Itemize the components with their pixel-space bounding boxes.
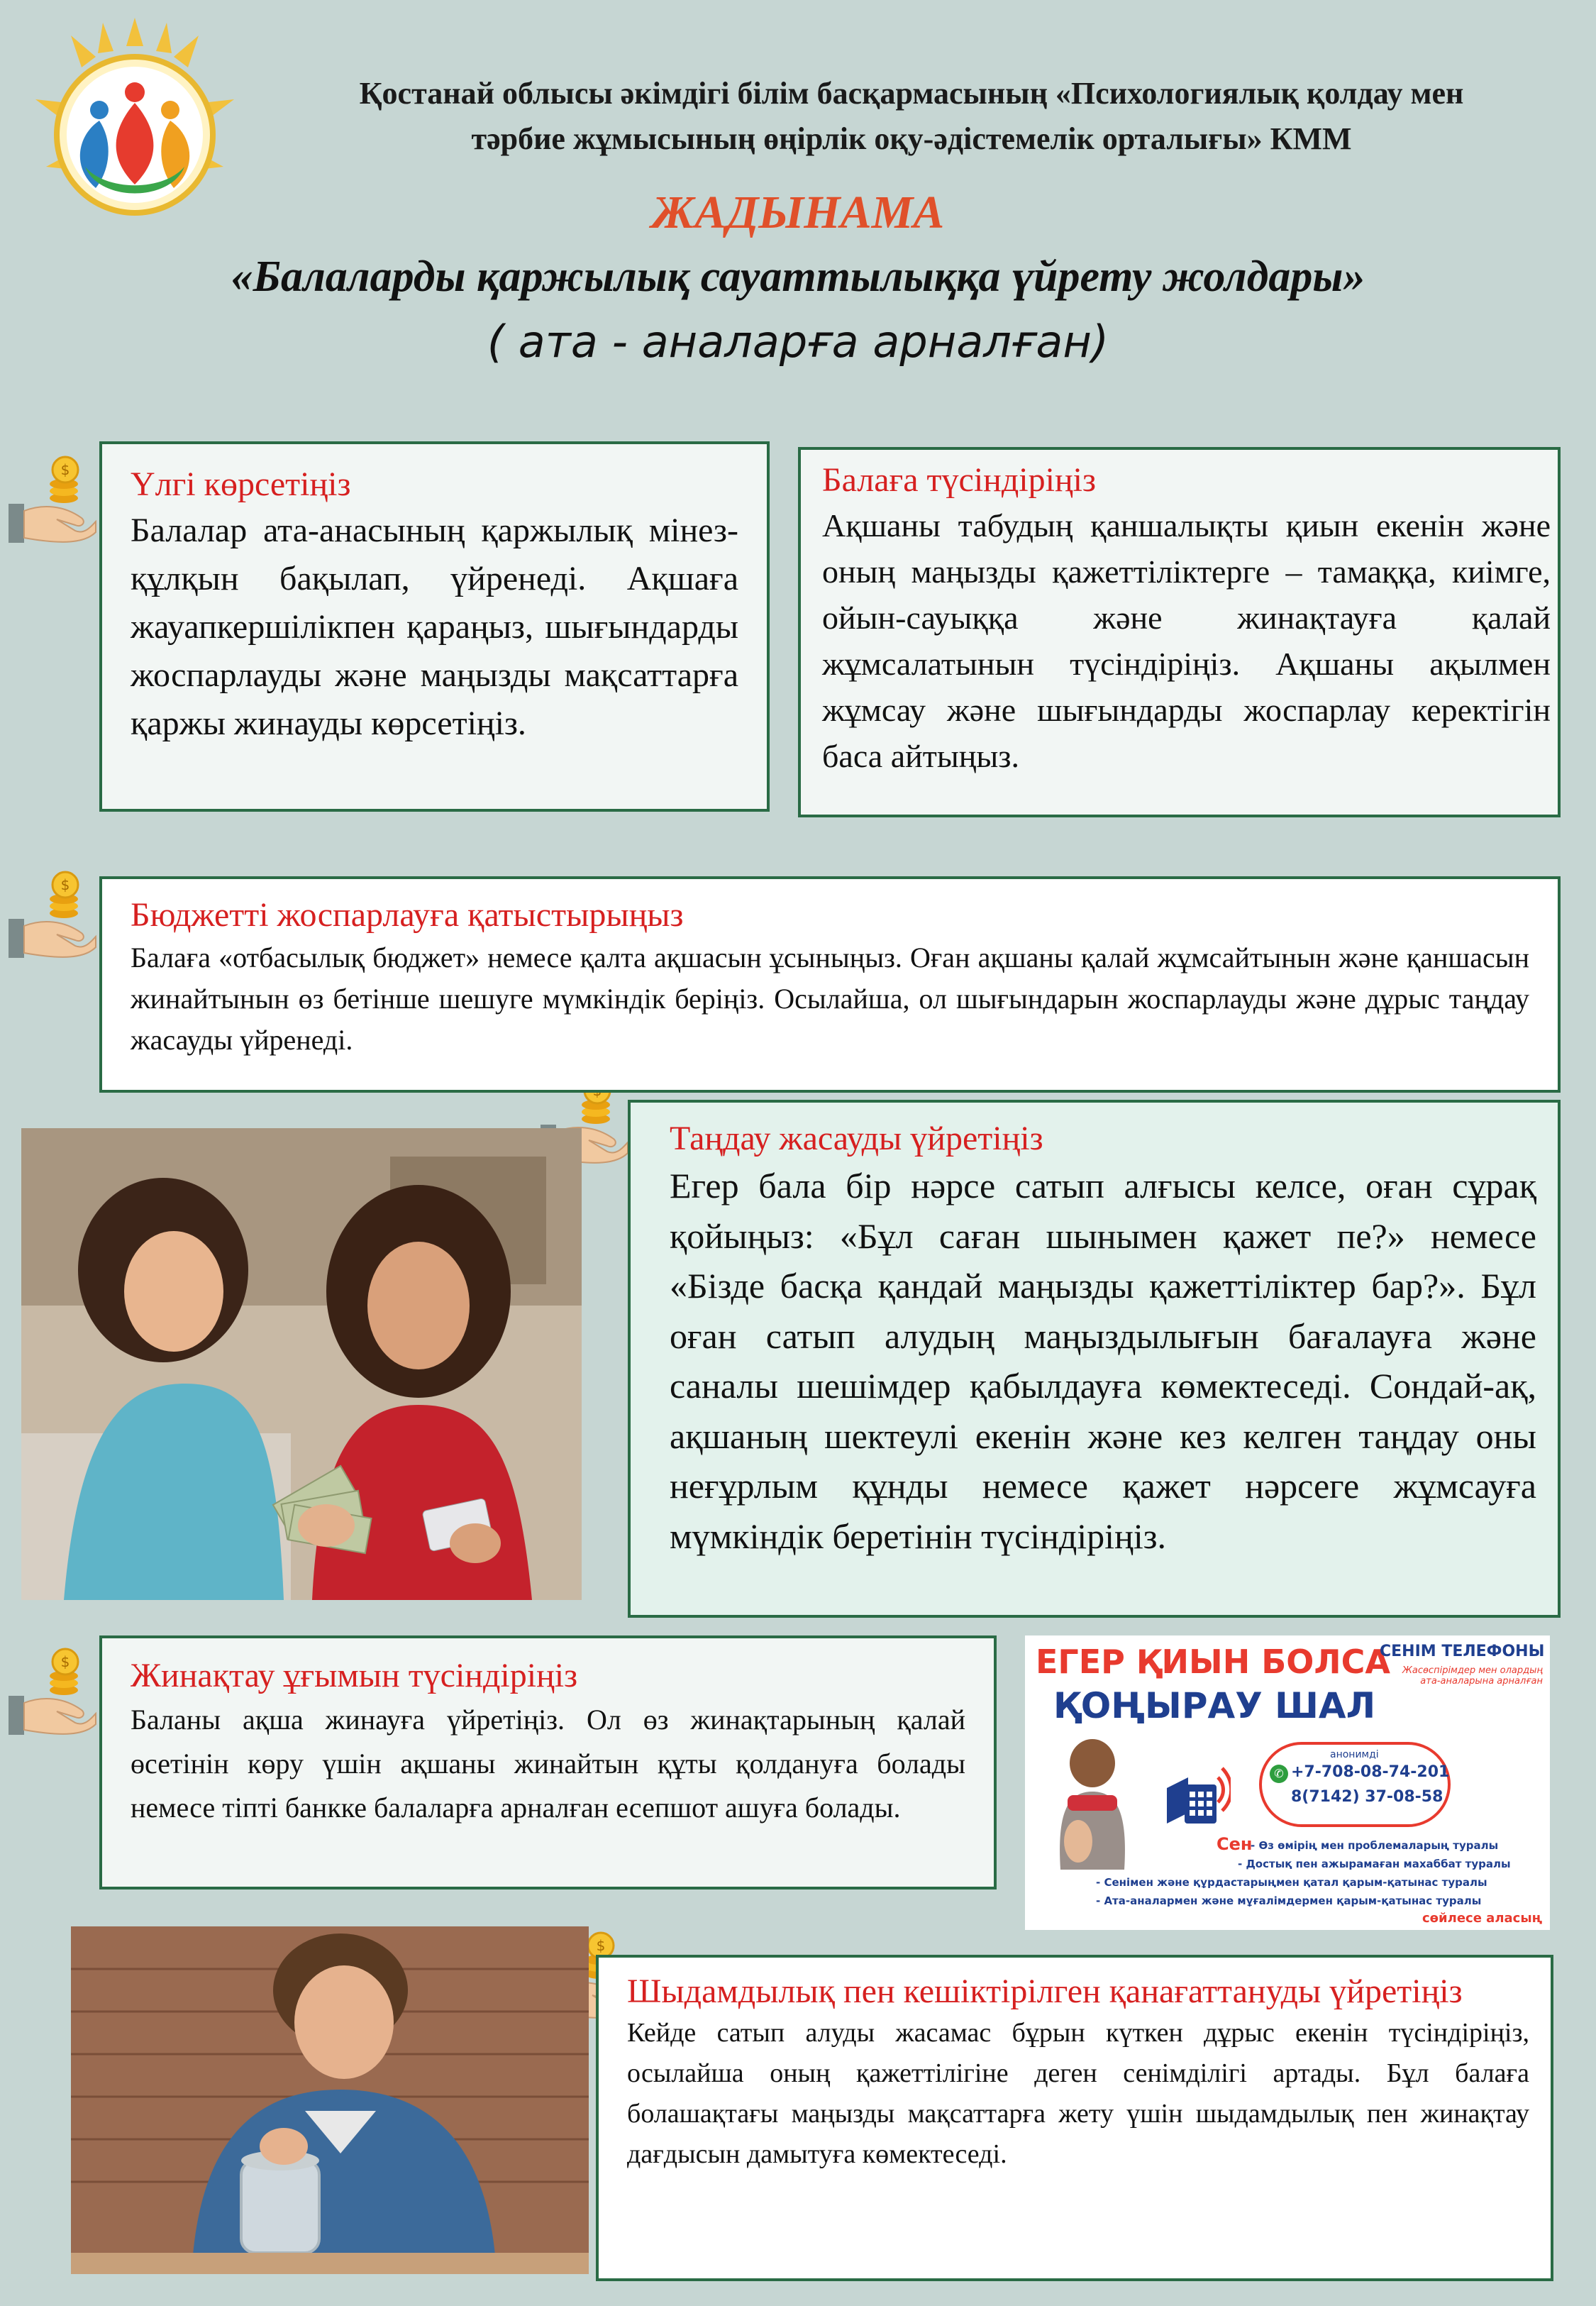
section-heading: Бюджетті жоспарлауға қатыстырыңыз — [131, 896, 684, 934]
coin-hand-icon — [7, 1646, 99, 1738]
svg-text:$: $ — [596, 1937, 606, 1954]
hotline-headline-1: ЕГЕР ҚИЫН БОЛСА — [1036, 1643, 1390, 1681]
hotline-service-sub: Жасөспірімдер мен олардың ата-аналарына арналған — [1402, 1665, 1543, 1687]
hotline-poster — [1025, 1635, 1550, 1930]
girls-with-money-photo — [21, 1128, 582, 1600]
hotline-lead: Сен — [1217, 1834, 1253, 1854]
section-heading: Жинақтау ұғымын түсіндіріңіз — [131, 1657, 578, 1694]
whatsapp-icon: ✆ — [1270, 1765, 1288, 1783]
organization-name — [262, 71, 1561, 162]
section-model — [99, 441, 770, 812]
hotline-closing: сөйлесе аласың — [1422, 1911, 1543, 1926]
hotline-topic: - Достық пен ажырамаған махаббат туралы — [1238, 1858, 1511, 1870]
child-photo — [1039, 1735, 1146, 1870]
anonymous-label: анонимді — [1330, 1749, 1379, 1760]
coin-hand-icon — [7, 869, 99, 961]
section-patience — [596, 1955, 1553, 2281]
page-title: ЖАДЫНАМА — [651, 187, 945, 238]
section-text: Егер бала бір нәрсе сатып алғысы келсе, оған сұрақ қойыңыз: «Бұл саған шынымен қажет пе?» немесе «Бізде басқа қандай маңызды қажеттіліктер бар?». Бұл оған сатып алудың маңыздылығын бағалауға және саналы шешімдер қабылдауға көмектеседі. Сондай-ақ, ақшаның шектеулі екенін және кез келген таңдау оны неғұрлым құнды немесе қажет нәрсеге жұмсауға мүмкіндік беретінін түсіндіріңіз. — [670, 1166, 1536, 1556]
svg-text:$: $ — [60, 1653, 70, 1670]
section-text: Ақшаны табудың қаншалықты қиын екенін және оның маңызды қажеттіліктерге – тамаққа, киімге, ойын-сауыққа және жинақтауға қалай жұмсалатынын түсіндіріңіз. Ақшаны ақылмен жұмсау және шығындарды жоспарлау керектігін баса айтыңыз. — [822, 507, 1551, 774]
section-text: Баланы ақша жинауға үйретіңіз. Ол өз жинақтарының қалай өсетінін көру үшін ақшаны жинайтын құты қолдануға болады немесе тіпті банкке балаларға арналған есепшот ашуға болады. — [131, 1704, 965, 1824]
section-heading: Үлгі көрсетіңіз — [131, 465, 351, 503]
hotline-topic: - Сенімен және құрдастарыңмен қатал қарым-қатынас туралы — [1096, 1876, 1487, 1889]
svg-text:$: $ — [60, 876, 70, 893]
coin-hand-icon — [7, 454, 99, 546]
section-savings — [99, 1635, 997, 1890]
svg-text:$: $ — [60, 461, 70, 478]
section-heading: Таңдау жасауды үйретіңіз — [670, 1120, 1043, 1157]
section-budget — [99, 876, 1561, 1093]
section-text: Балаға «отбасылық бюджет» немесе қалта ақшасын ұсыныңыз. Оған ақшаны қалай жұмсайтынын және қаншасын жинайтынын өз бетінше шешуге мүмкіндік беріңіз. Осылайша, ол шығындарын жоспарлауды және дұрыс таңдау жасауды үйренеді. — [131, 942, 1529, 1056]
hotline-headline-2: ҚОҢЫРАУ ШАЛ — [1053, 1685, 1376, 1726]
section-text: Балалар ата-анасының қаржылық мінез-құлқын бақылап, үйренеді. Ақшаға жауапкершілікпен қараңыз, шығындарды жоспарлауды және маңызды мақсаттарға қаржы жинауды көрсетіңіз. — [131, 512, 738, 742]
boy-with-jar-photo — [71, 1926, 589, 2274]
hotline-topic: - Өз өмірің мен проблемаларың туралы — [1251, 1839, 1499, 1852]
page-subtitle: «Балаларды қаржылық сауаттылыққа үйрету жолдары» — [231, 253, 1365, 301]
hotline-topic: - Ата-аналармен және мұғалімдермен қарым-қатынас туралы — [1096, 1894, 1482, 1907]
org-line-2: тәрбие жұмысының өңірлік оқу-әдістемелік орталығы» КММ — [471, 121, 1352, 156]
section-heading: Шыдамдылық пен кешіктірілген қанағаттануды үйретіңіз — [627, 1973, 1463, 2010]
phone-number-2: 8(7142) 37-08-58 — [1291, 1788, 1443, 1806]
phone-icon — [1153, 1760, 1231, 1838]
section-heading: Балаға түсіндіріңіз — [822, 461, 1096, 499]
hotline-service-name: СЕНІМ ТЕЛЕФОНЫ — [1380, 1643, 1545, 1660]
phone-number-1: +7-708-08-74-201 — [1291, 1763, 1450, 1781]
audience-note: ( ата - аналарға арналған) — [487, 316, 1109, 368]
section-explain — [798, 447, 1561, 817]
section-choice — [628, 1100, 1561, 1618]
org-line-1: Қостанай облысы әкімдігі білім басқармасының «Психологиялық қолдау мен — [359, 76, 1464, 111]
section-text: Кейде сатып алуды жасамас бұрын күткен дұрыс екенін түсіндіріңіз, осылайша оның қажеттілігіне деген сенімділігі артады. Бұл балаға болашақтағы маңызды мақсаттарға жету үшін шыдамдылық пен жинақтау дағдысын дамытуға көмектеседі. — [627, 2018, 1529, 2169]
